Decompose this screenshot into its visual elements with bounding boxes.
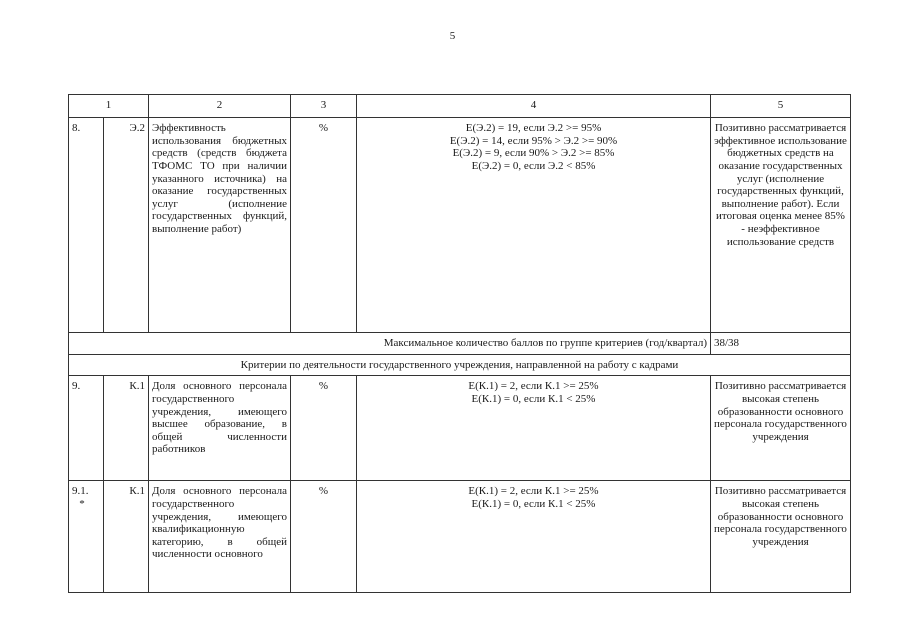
criterion-unit: %: [291, 376, 357, 481]
header-col-1: 1: [69, 95, 149, 118]
criterion-formula: [357, 118, 711, 333]
header-col-5: 5: [711, 95, 851, 118]
formula-line: E(К.1) = 2, если К.1 >= 25%: [468, 380, 599, 393]
header-col-3: 3: [291, 95, 357, 118]
table-row-9: [69, 376, 851, 481]
section-title: Критерии по деятельности государственного учреждения, направленной на работу с кадрами: [69, 354, 851, 376]
criterion-name: Доля основного персонала государственного учреждения, имеющего квалификационную категорию, в общей численности основного: [149, 481, 291, 593]
criterion-formula: [357, 481, 711, 593]
header-col-2: 2: [149, 95, 291, 118]
formula-line: E(Э.2) = 0, если Э.2 < 85%: [471, 159, 596, 172]
formula-line: E(К.1) = 0, если К.1 < 25%: [471, 392, 596, 405]
table-row-9-1: [69, 481, 851, 593]
criterion-name: Доля основного персонала государственного учреждения, имеющего высшее образование, в общей численности работников: [149, 376, 291, 481]
max-points-row: [69, 333, 851, 355]
table-row-8: [69, 118, 851, 333]
criterion-code: К.1: [104, 481, 149, 593]
page-number: 5: [449, 30, 456, 42]
criterion-note: Позитивно рассматривается высокая степень образованности основного персонала государственного учреждения: [711, 481, 851, 593]
table-header-row: [69, 95, 851, 118]
formula-line: E(Э.2) = 14, если 95% > Э.2 >= 90%: [449, 134, 618, 147]
row-footnote-star: *: [79, 497, 85, 510]
row-number: [69, 481, 104, 593]
row-number-text: 9.1.: [72, 485, 89, 498]
criterion-note: Позитивно рассматривается эффективное использование бюджетных средств на оказание государственных услуг (исполнение государственных функций, выполнение работ). Если итоговая оценка менее 85% - неэффективное использование средств: [711, 118, 851, 333]
criterion-note: Позитивно рассматривается высокая степень образованности основного персонала государственного учреждения: [711, 376, 851, 481]
header-col-4: 4: [357, 95, 711, 118]
criterion-code: Э.2: [104, 118, 149, 333]
row-number: 9.: [69, 376, 104, 481]
criterion-name: Эффективность использования бюджетных средств (средств бюджета ТФОМС ТО при наличии указанного источника) на оказание государственных услуг (исполнение государственных функций, выполнение работ): [149, 118, 291, 333]
max-points-value: 38/38: [711, 333, 851, 355]
criterion-code: К.1: [104, 376, 149, 481]
criteria-table: [68, 94, 851, 593]
section-title-row: [69, 354, 851, 376]
formula-line: E(Э.2) = 9, если 90% > Э.2 >= 85%: [452, 147, 615, 160]
criterion-unit: %: [291, 118, 357, 333]
criterion-formula: [357, 376, 711, 481]
criterion-unit: %: [291, 481, 357, 593]
formula-line: E(К.1) = 2, если К.1 >= 25%: [468, 485, 599, 498]
row-number: 8.: [69, 118, 104, 333]
formula-line: E(Э.2) = 19, если Э.2 >= 95%: [465, 122, 602, 134]
max-points-label: Максимальное количество баллов по группе критериев (год/квартал): [69, 333, 711, 355]
formula-line: E(К.1) = 0, если К.1 < 25%: [471, 497, 596, 510]
